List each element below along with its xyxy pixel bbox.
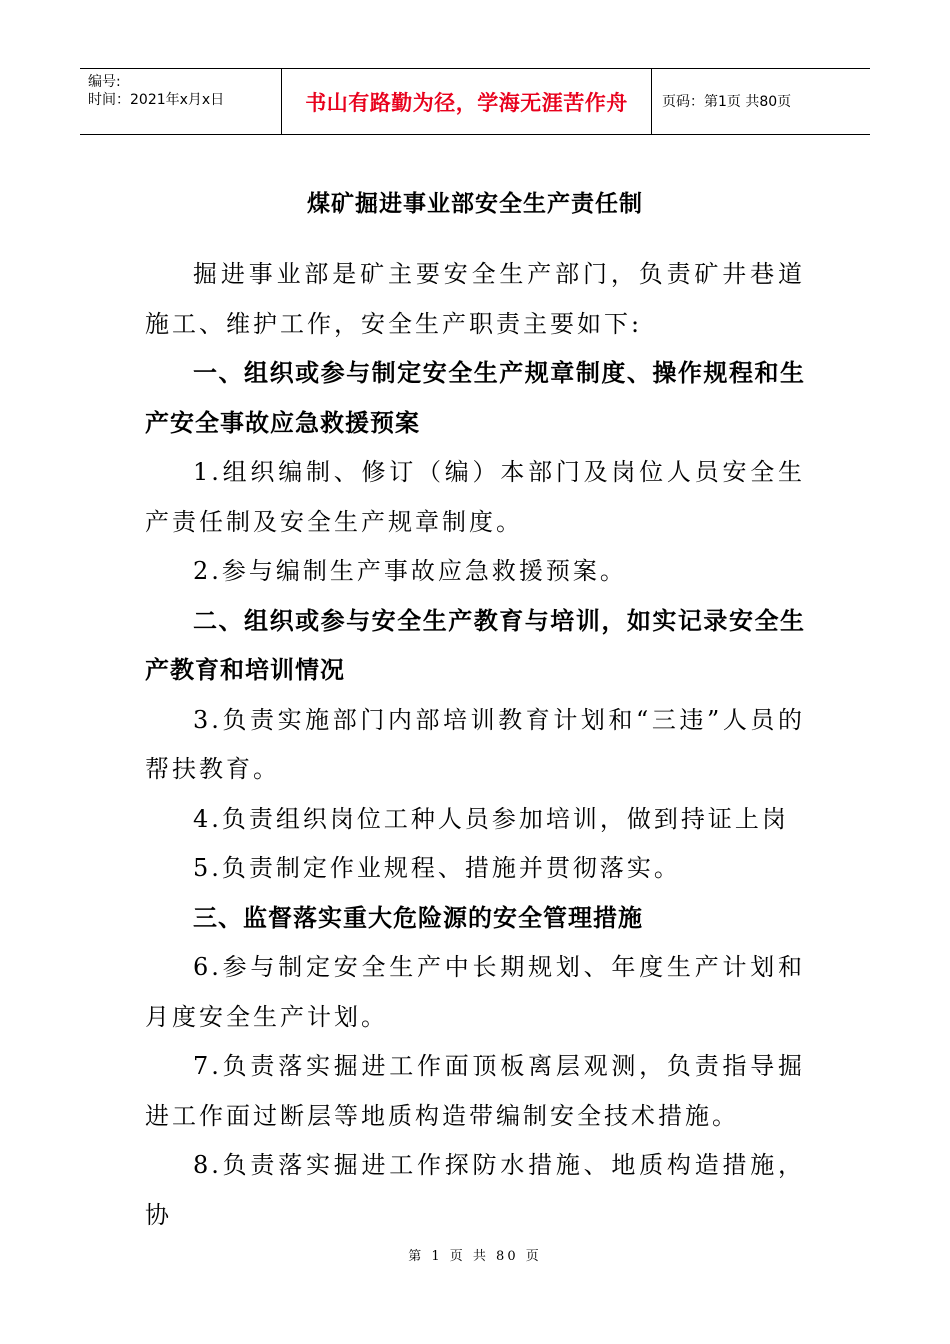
paragraph: 7.负责落实掘进工作面顶板离层观测，负责指导掘进工作面过断层等地质构造带编制安全技术措施。 bbox=[145, 1052, 805, 1130]
paragraph: 5.负责制定作业规程、措施并贯彻落实。 bbox=[193, 854, 681, 882]
paragraph: 2.参与编制生产事故应急救援预案。 bbox=[193, 557, 627, 585]
paragraph: 掘进事业部是矿主要安全生产部门，负责矿井巷道施工、维护工作，安全生产职责主要如下: bbox=[145, 260, 805, 338]
paragraph: 6.参与制定安全生产中长期规划、年度生产计划和月度安全生产计划。 bbox=[145, 953, 805, 1031]
section-heading: 三、监督落实重大危险源的安全管理措施 bbox=[193, 903, 643, 932]
document-title: 煤矿掘进事业部安全生产责任制 bbox=[307, 191, 643, 217]
paragraph: 1.组织编制、修订（编）本部门及岗位人员安全生产责任制及安全生产规章制度。 bbox=[145, 458, 805, 536]
paragraph: 8.负责落实掘进工作探防水措施、地质构造措施，协 bbox=[145, 1151, 805, 1229]
motto-text: 书山有路勤为径，学海无涯苦作舟 bbox=[305, 90, 628, 115]
section-heading: 一、组织或参与制定安全生产规章制度、操作规程和生产安全事故应急救援预案 bbox=[145, 359, 805, 437]
paragraph: 4.负责组织岗位工种人员参加培训，做到持证上岗 bbox=[193, 804, 789, 833]
section-heading: 二、组织或参与安全生产教育与培训，如实记录安全生产教育和培训情况 bbox=[145, 606, 805, 684]
header-motto-cell bbox=[282, 69, 652, 134]
page-footer: 第 1 页 共 80 页 bbox=[408, 1249, 542, 1264]
time-label: 时间：2021年x月x日 bbox=[88, 92, 225, 108]
header-page-cell bbox=[652, 69, 870, 134]
paragraph: 3.负责实施部门内部培训教育计划和“三违”人员的帮扶教育。 bbox=[145, 705, 805, 783]
header-meta-cell bbox=[80, 69, 282, 134]
document-header bbox=[80, 68, 870, 135]
document-body bbox=[145, 250, 805, 1240]
page-info: 页码：第1页 共80页 bbox=[662, 93, 792, 110]
number-label: 编号: bbox=[88, 74, 121, 90]
